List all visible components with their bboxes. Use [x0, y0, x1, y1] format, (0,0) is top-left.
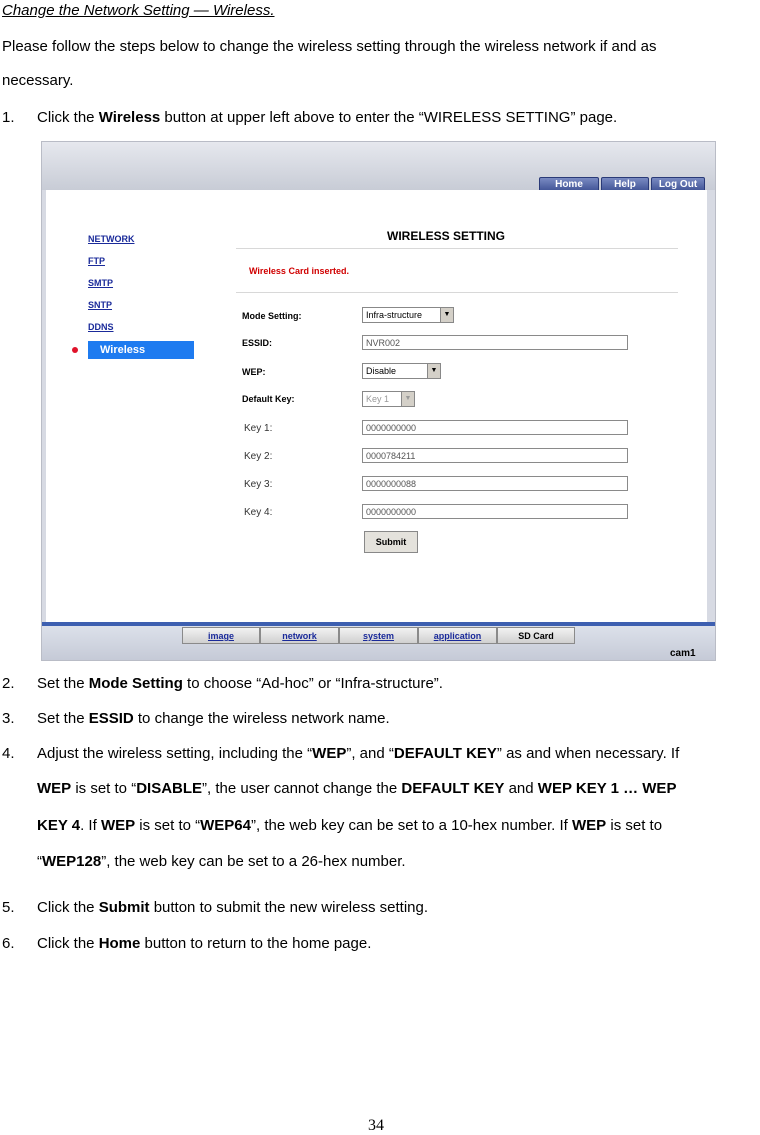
key-1-label: Key 1:	[244, 423, 273, 434]
step-3-text: Set the ESSID to change the wireless network name.	[37, 710, 390, 727]
logout-button[interactable]: Log Out	[651, 177, 705, 193]
step-6-text: Click the Home button to return to the home page.	[37, 935, 372, 952]
chevron-down-icon: ▼	[440, 308, 453, 322]
step-4-line-2: WEP is set to “DISABLE”, the user cannot change the DEFAULT KEY and WEP KEY 1 … WEP	[37, 780, 677, 797]
page-number: 34	[368, 1117, 384, 1134]
nav-link-ftp[interactable]: FTP	[88, 256, 105, 266]
step-4-number: 4.	[2, 745, 15, 762]
nav-link-smtp[interactable]: SMTP	[88, 278, 114, 288]
selected-bullet-icon	[72, 347, 78, 353]
step-5-number: 5.	[2, 899, 15, 916]
nav-link-sntp[interactable]: SNTP	[88, 300, 113, 310]
footer-stripe	[42, 622, 715, 626]
step-3-number: 3.	[2, 710, 15, 727]
divider	[236, 248, 678, 249]
step-1-text: Click the Wireless button at upper left above to enter the “WIRELESS SETTING” page.	[37, 109, 618, 126]
essid-label: ESSID:	[242, 338, 273, 348]
mode-setting-select[interactable]: Infra-structure ▼	[362, 307, 454, 323]
mode-setting-label: Mode Setting:	[242, 311, 302, 321]
home-button[interactable]: Home	[539, 177, 599, 193]
key-3-label: Key 3:	[244, 479, 273, 490]
default-key-select[interactable]: Key 1 ▼	[362, 391, 415, 407]
help-button[interactable]: Help	[601, 177, 649, 193]
camera-name: cam1	[670, 648, 696, 659]
key-2-label: Key 2:	[244, 451, 273, 462]
step-1-number: 1.	[2, 109, 15, 126]
step-2-text: Set the Mode Setting to choose “Ad-hoc” or “Infra-structure”.	[37, 675, 443, 692]
step-4-line-3: KEY 4. If WEP is set to “WEP64”, the web key can be set to a 10-hex number. If WEP is set to	[37, 817, 663, 834]
divider	[236, 292, 678, 293]
tab-network[interactable]: network	[260, 627, 339, 644]
tab-sd-card[interactable]: SD Card	[497, 627, 575, 644]
nav-link-network[interactable]: NETWORK	[88, 234, 135, 244]
status-message: Wireless Card inserted.	[249, 266, 349, 276]
step-4-line-1: Adjust the wireless setting, including the “WEP”, and “DEFAULT KEY” as and when necessary. If	[37, 745, 680, 762]
tab-system[interactable]: system	[339, 627, 418, 644]
wep-select[interactable]: Disable ▼	[362, 363, 441, 379]
tab-image[interactable]: image	[182, 627, 260, 644]
intro-line-1: Please follow the steps below to change the wireless setting through the wireless network if and as	[2, 38, 657, 55]
step-4-line-4: “WEP128”, the web key can be set to a 26-hex number.	[37, 853, 406, 870]
wep-label: WEP:	[242, 367, 266, 377]
step-2-number: 2.	[2, 675, 15, 692]
nav-link-ddns[interactable]: DDNS	[88, 322, 114, 332]
key-2-input[interactable]: 0000784211	[362, 448, 628, 463]
chevron-down-icon: ▼	[427, 364, 440, 378]
key-4-input[interactable]: 0000000000	[362, 504, 628, 519]
default-key-label: Default Key:	[242, 394, 295, 404]
step-5-text: Click the Submit button to submit the new wireless setting.	[37, 899, 429, 916]
wireless-setting-heading: WIRELESS SETTING	[387, 229, 506, 243]
nav-link-wireless[interactable]: Wireless	[88, 341, 194, 359]
step-6-number: 6.	[2, 935, 15, 952]
tab-application[interactable]: application	[418, 627, 497, 644]
key-3-input[interactable]: 0000000088	[362, 476, 628, 491]
submit-button[interactable]: Submit	[364, 531, 418, 553]
intro-line-2: necessary.	[2, 72, 74, 89]
section-title: Change the Network Setting — Wireless.	[2, 2, 275, 19]
essid-input[interactable]: NVR002	[362, 335, 628, 350]
key-1-input[interactable]: 0000000000	[362, 420, 628, 435]
chevron-down-icon: ▼	[401, 392, 414, 406]
key-4-label: Key 4:	[244, 507, 273, 518]
wireless-setting-screenshot	[41, 141, 716, 661]
